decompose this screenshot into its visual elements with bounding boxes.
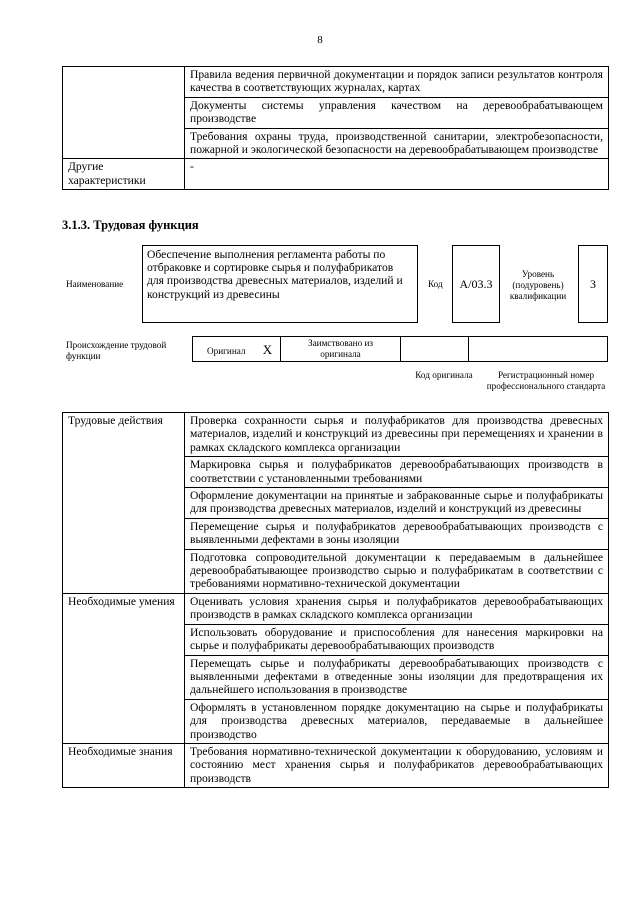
level-value: 3 (590, 276, 596, 291)
reg-caption: Регистрационный номер профессионального стандарта (486, 370, 606, 391)
group-label: Необходимые умения (63, 593, 185, 743)
table-cell: Подготовка сопроводительной документации к передаваемым в дальнейшее деревообрабатывающее производство сырью и полуфабрикатам в соответствии с требованиями нормативно-технической документации (185, 549, 609, 593)
row-text: Правила ведения первичной документации и порядок записи результатов контроля качества в соответствующих журналах, картах (185, 67, 609, 98)
table-cell: Маркировка сырья и полуфабрикатов деревообрабатывающих производств в соответствии с установленными требованиями (185, 457, 609, 488)
row-text: Документы системы управления качеством на деревообрабатывающем производстве (185, 97, 609, 128)
table-row (63, 593, 609, 624)
row-text: - (185, 159, 609, 190)
code-caption: Код оригинала (415, 369, 473, 380)
group-label: Необходимые знания (63, 743, 185, 787)
code-value: A/03.3 (459, 276, 493, 291)
row-text: Требования охраны труда, производственной санитарии, электробезопасности, пожарной и экологической безопасности на деревообрабатывающем производстве (185, 128, 609, 159)
original-mark: X (255, 337, 281, 361)
table-cell: Проверка сохранности сырья и полуфабрикатов для производства древесных материалов, изделий и конструкций из древесины при перемещениях и хранении в рамках складского комплекса организации (185, 413, 609, 457)
table-row (63, 67, 609, 98)
origin-reg-cell (469, 337, 607, 361)
table-cell: Оформлять в установленном порядке документацию на сырье и полуфабрикаты для производства древесных материалов, передаваемые в дальнейшее производство (185, 699, 609, 743)
table-cell: Оценивать условия хранения сырья и полуфабрикатов деревообрабатывающих производств в рамках складского комплекса организации (185, 593, 609, 624)
main-table (62, 412, 609, 788)
table-cell: Оформление документации на принятые и забракованные сырье и полуфабрикаты для производства древесных материалов, изделий и конструкций из древесины (185, 488, 609, 519)
top-table (62, 66, 609, 190)
table-row (63, 413, 609, 457)
name-label: Наименование (66, 279, 124, 289)
section-title: 3.1.3. Трудовая функция (62, 218, 199, 232)
table-row (63, 743, 609, 787)
page-number: 8 (317, 34, 323, 46)
code-value-box (452, 245, 500, 323)
level-value-box (578, 245, 608, 323)
table-cell: Перемещать сырье и полуфабрикаты деревообрабатывающих производств с выявленными дефектами в отведенные зоны изоляции для предотвращения их дальнейшего использования в производстве (185, 655, 609, 699)
table-cell: Использовать оборудование и приспособления для нанесения маркировки на сырье и полуфабрикаты деревообрабатывающих производств (185, 624, 609, 655)
name-value: Обеспечение выполнения регламента работы по отбраковке и сортировке сырья и полуфабрикатов для производства древесных материалов, изделий и конструкций из древесины (147, 248, 403, 301)
origin-code-cell (401, 337, 469, 361)
group-label: Трудовые действия (63, 413, 185, 594)
table-row (63, 159, 609, 190)
row-label-empty (63, 67, 185, 159)
level-label: Уровень (подуровень) квалификации (509, 268, 567, 301)
table-cell: Перемещение сырья и полуфабрикатов деревообрабатывающих производств с выявленными дефектами в зоны изоляции (185, 518, 609, 549)
code-label: Код (428, 279, 443, 289)
original-label: Оригинал (207, 346, 246, 356)
row-label: Другие характеристики (63, 159, 185, 190)
borrowed-label: Заимствовано из оригинала (281, 337, 401, 361)
table-cell: Требования нормативно-технической документации к оборудованию, условиям и состоянию мест хранения сырья и полуфабрикатов деревообрабатывающих производств (185, 743, 609, 787)
origin-cells (192, 336, 608, 362)
origin-label: Происхождение трудовой функции (66, 340, 167, 361)
name-value-box (142, 245, 418, 323)
